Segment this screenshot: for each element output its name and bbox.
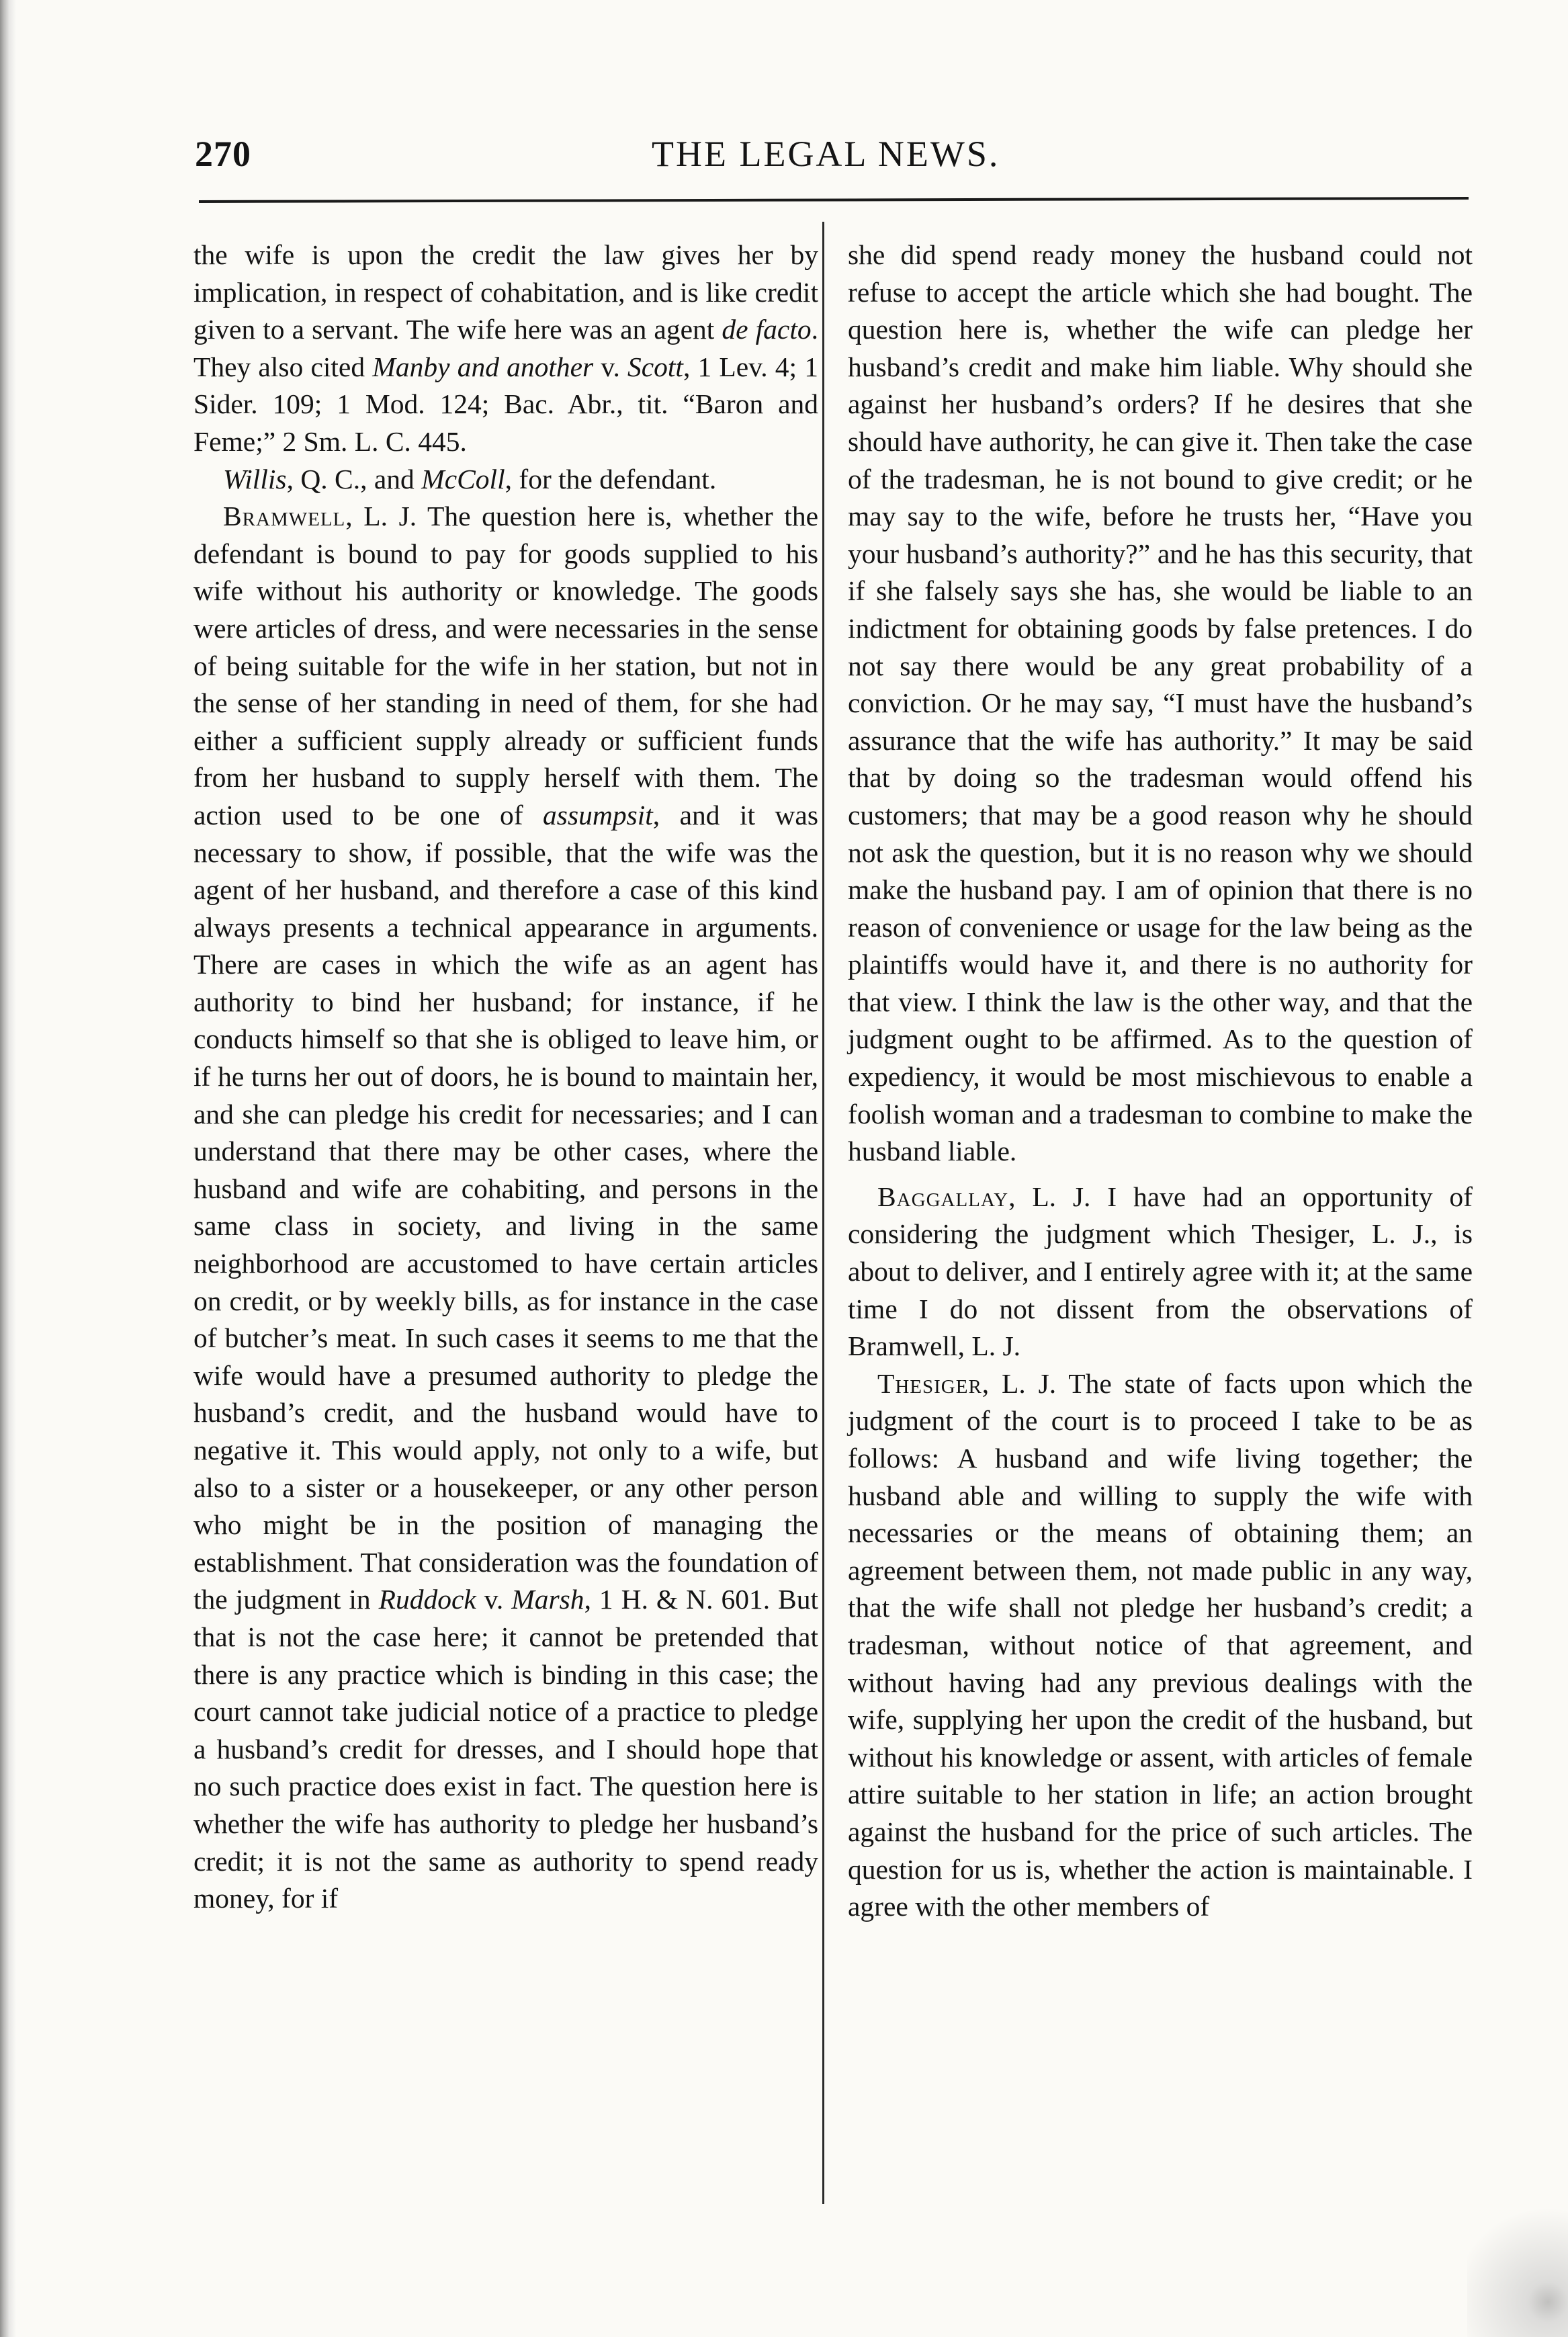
paragraph-counsel: Willis, Q. C., and McColl, for the defendant.	[223, 463, 717, 495]
header-rule	[199, 197, 1469, 203]
paragraph-baggallay: Baggallay, L. J. I have had an opportunity of considering the judgment which Thesiger, L. J., is about to deliver, and I entirely agree with it; at the same time I do not dissent from the observations of Bramwell, L. J.	[848, 1181, 1473, 1362]
running-title: THE LEGAL NEWS.	[652, 134, 1000, 174]
page-header	[195, 133, 1461, 187]
column-divider	[822, 222, 824, 2204]
scan-corner-damage	[1467, 2162, 1568, 2337]
left-column	[193, 237, 818, 1918]
paragraph-bramwell-continued: she did spend ready money the husband could not refuse to accept the article which she had bought. The question here is, whether the wife can pledge her husband’s credit and make him liable. Why should she against her husband’s orders? If he desires that she should have authority, he can give it. Then take the case of the tradesman, he is not bound to give credit; or he may say to the wife, before he trusts her, “Have you your husband’s authority?” and he has this security, that if she falsely says she has, she would be liable to an indictment for obtaining goods by false pretences. I do not say there would be any great probability of a conviction. Or he may say, “I must have the husband’s assurance that the wife has authority.” It may be said that by doing so the tradesman would offend his customers; that may be a good reason why he should not ask the question, but it is no reason why we should make the husband pay. I am of opinion that there is no reason of convenience or usage for the law being as the plaintiffs would have it, and there is no authority for that view. I think the law is the other way, and that the judgment ought to be affirmed. As to the question of expediency, it would be most mischievous to enable a foolish woman and a tradesman to combine to make the husband liable.	[848, 239, 1473, 1167]
scan-edge-shadow	[0, 0, 16, 2337]
paragraph-thesiger: Thesiger, L. J. The state of facts upon which the judgment of the court is to proceed I take to be as follows: A husband and wife living together; the husband able and willing to supply the wife with necessaries or the means of obtaining them; an agreement between them, not made public in any way, that the wife shall not pledge her husband’s credit; a tradesman, without notice of that agreement, and without having had any previous dealings with the wife, supplying her upon the credit of the husband, but without his knowledge or assent, with articles of female attire suitable to her station in life; an action brought against the husband for the price of such articles. The question for us is, whether the action is maintainable. I agree with the other members of	[848, 1367, 1473, 1922]
page-number: 270	[195, 134, 251, 174]
right-column	[848, 237, 1473, 1926]
paragraph-bramwell: Bramwell, L. J. The question here is, whether the defendant is bound to pay for goods supplied to his wife without his authority or knowledge. The goods were articles of dress, and were necessaries in the sense of being suitable for the wife in her station, but not in the sense of her standing in need of them, for she had either a sufficient supply already or sufficient funds from her husband to supply herself with them. The action used to be one of assumpsit, and it was necessary to show, if possible, that the wife was the agent of her husband, and therefore a case of this kind always presents a technical appearance in arguments. There are cases in which the wife as an agent has authority to bind her husband; for instance, if he conducts himself so that she is obliged to leave him, or if he turns her out of doors, he is bound to maintain her, and she can pledge his credit for necessaries; and I can understand that there may be other cases, where the husband and wife are cohabiting, and persons in the same class in society, and living in the same neighborhood are accustomed to have certain articles on credit, or by weekly bills, as for instance in the case of butcher’s meat. In such cases it seems to me that the wife would have a presumed authority to pledge the husband’s credit, and the husband would have to negative it. This would apply, not only to a wife, but also to a sister or a housekeeper, or any other person who might be in the position of managing the establishment. That consideration was the foundation of the judgment in Ruddock v. Marsh, 1 H. & N. 601. But that is not the case here; it cannot be pretended that there is any practice which is binding in this case; the court cannot take judicial notice of a practice to pledge a husband’s credit for dresses, and I should hope that no such practice does exist in fact. The question here is whether the wife has authority to pledge her husband’s credit; it is not the same as authority to spend ready money, for if	[193, 501, 818, 1914]
paragraph-continuation: the wife is upon the credit the law gives her by implication, in respect of cohabitation, and is like credit given to a servant. The wife here was an agent de facto. They also cited Manby and another v. Scott, 1 Lev. 4; 1 Sider. 109; 1 Mod. 124; Bac. Abr., tit. “Baron and Feme;” 2 Sm. L. C. 445.	[193, 239, 818, 457]
